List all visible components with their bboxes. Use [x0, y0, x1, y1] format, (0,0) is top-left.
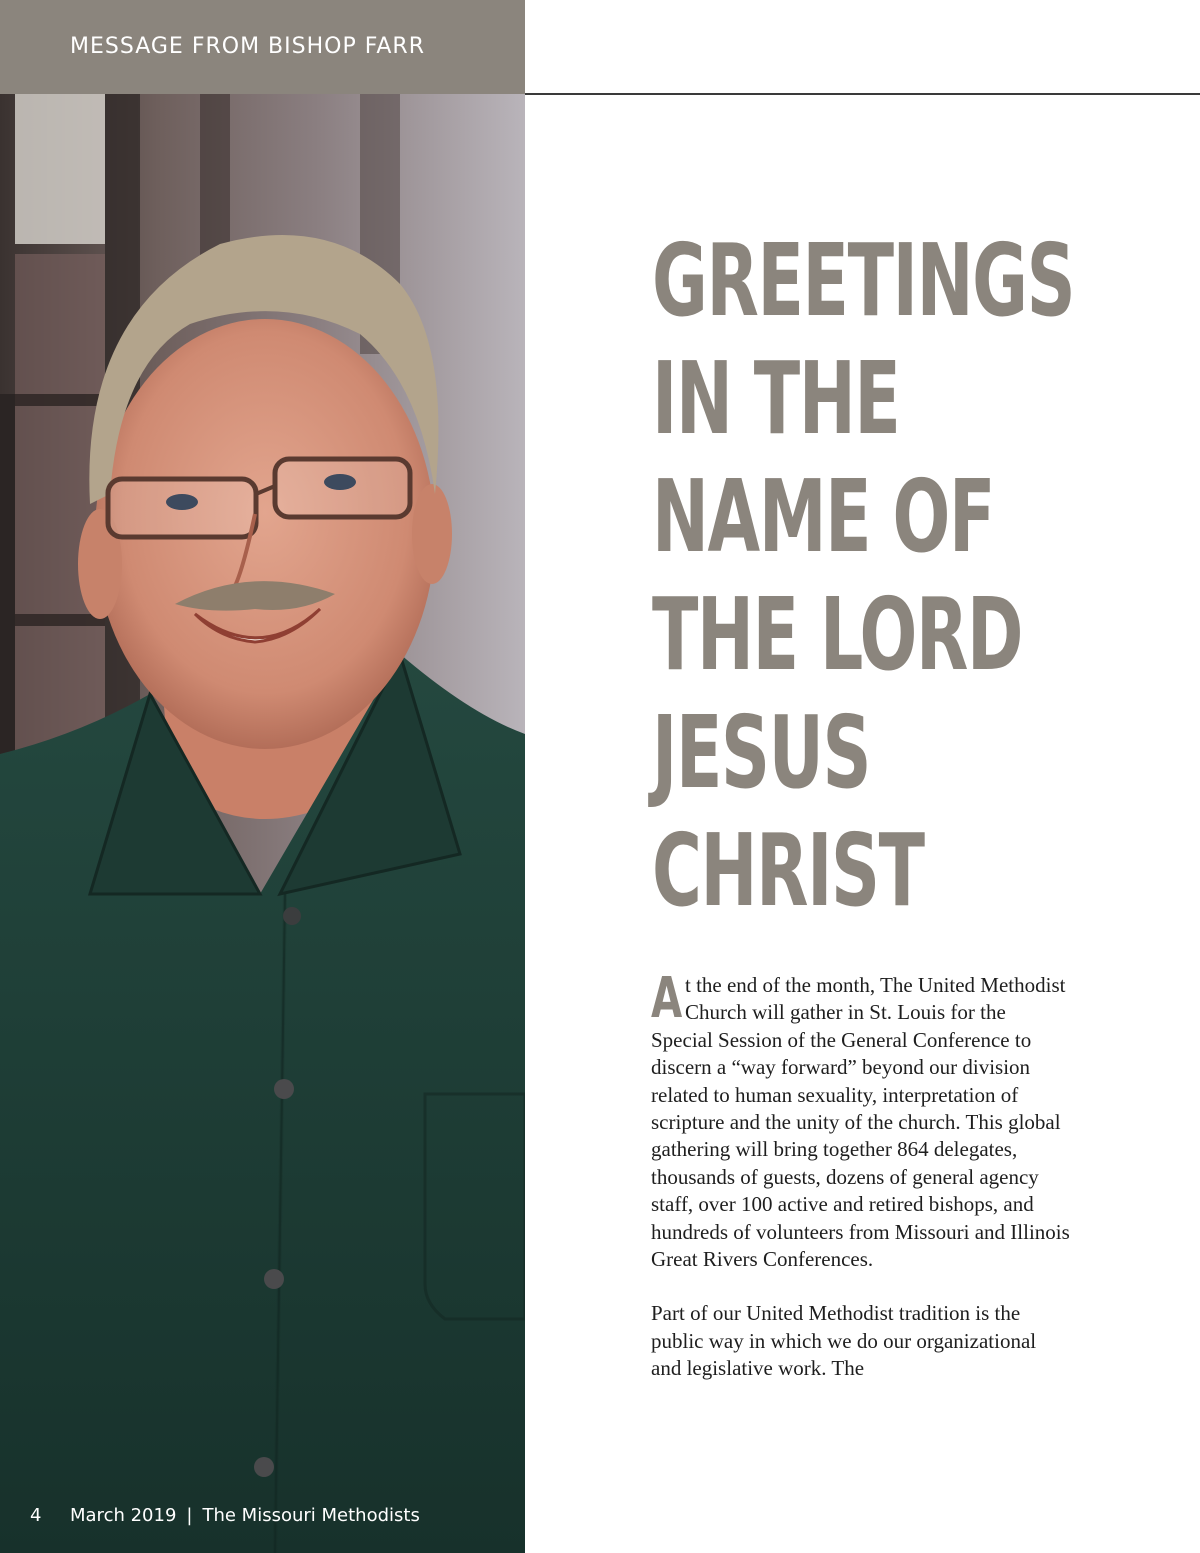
footer-separator: | [186, 1505, 193, 1526]
portrait-photo [0, 94, 525, 1553]
page-footer [30, 1505, 420, 1526]
headline-line: JESUS [652, 694, 871, 811]
header-divider [525, 93, 1200, 95]
drop-cap: A [651, 966, 683, 1031]
section-header [0, 0, 525, 94]
paragraph [651, 966, 1071, 1273]
article-body [651, 966, 1071, 1410]
headline-line: IN THE [652, 340, 900, 457]
issue-date: March 2019 [70, 1505, 177, 1526]
publication-name: The Missouri Methodists [202, 1505, 420, 1526]
paragraph-text: t the end of the month, The United Methodist Church will gather in St. Louis for the Special Session of the General Conference to discern a “way forward” beyond our division related to human sexuality, interpretation of scripture and the unity of the church. This global gathering will bring together 864 delegates, thousands of guests, dozens of general agency staff, over 100 active and retired bishops, and hundreds of volunteers from Missouri and Illinois Great Rivers Conferences. [651, 973, 1070, 1272]
page-number: 4 [30, 1505, 42, 1526]
article-headline [652, 222, 1075, 930]
section-label: MESSAGE FROM BISHOP FARR [70, 34, 425, 59]
headline-line: GREETINGS [652, 222, 1075, 339]
headline-line: CHRIST [652, 812, 924, 929]
headline-line: NAME OF [652, 458, 995, 575]
headline-line: THE LORD [652, 576, 1023, 693]
paragraph: Part of our United Methodist tradition is the public way in which we do our organizational and legislative work. The [651, 1301, 1037, 1381]
